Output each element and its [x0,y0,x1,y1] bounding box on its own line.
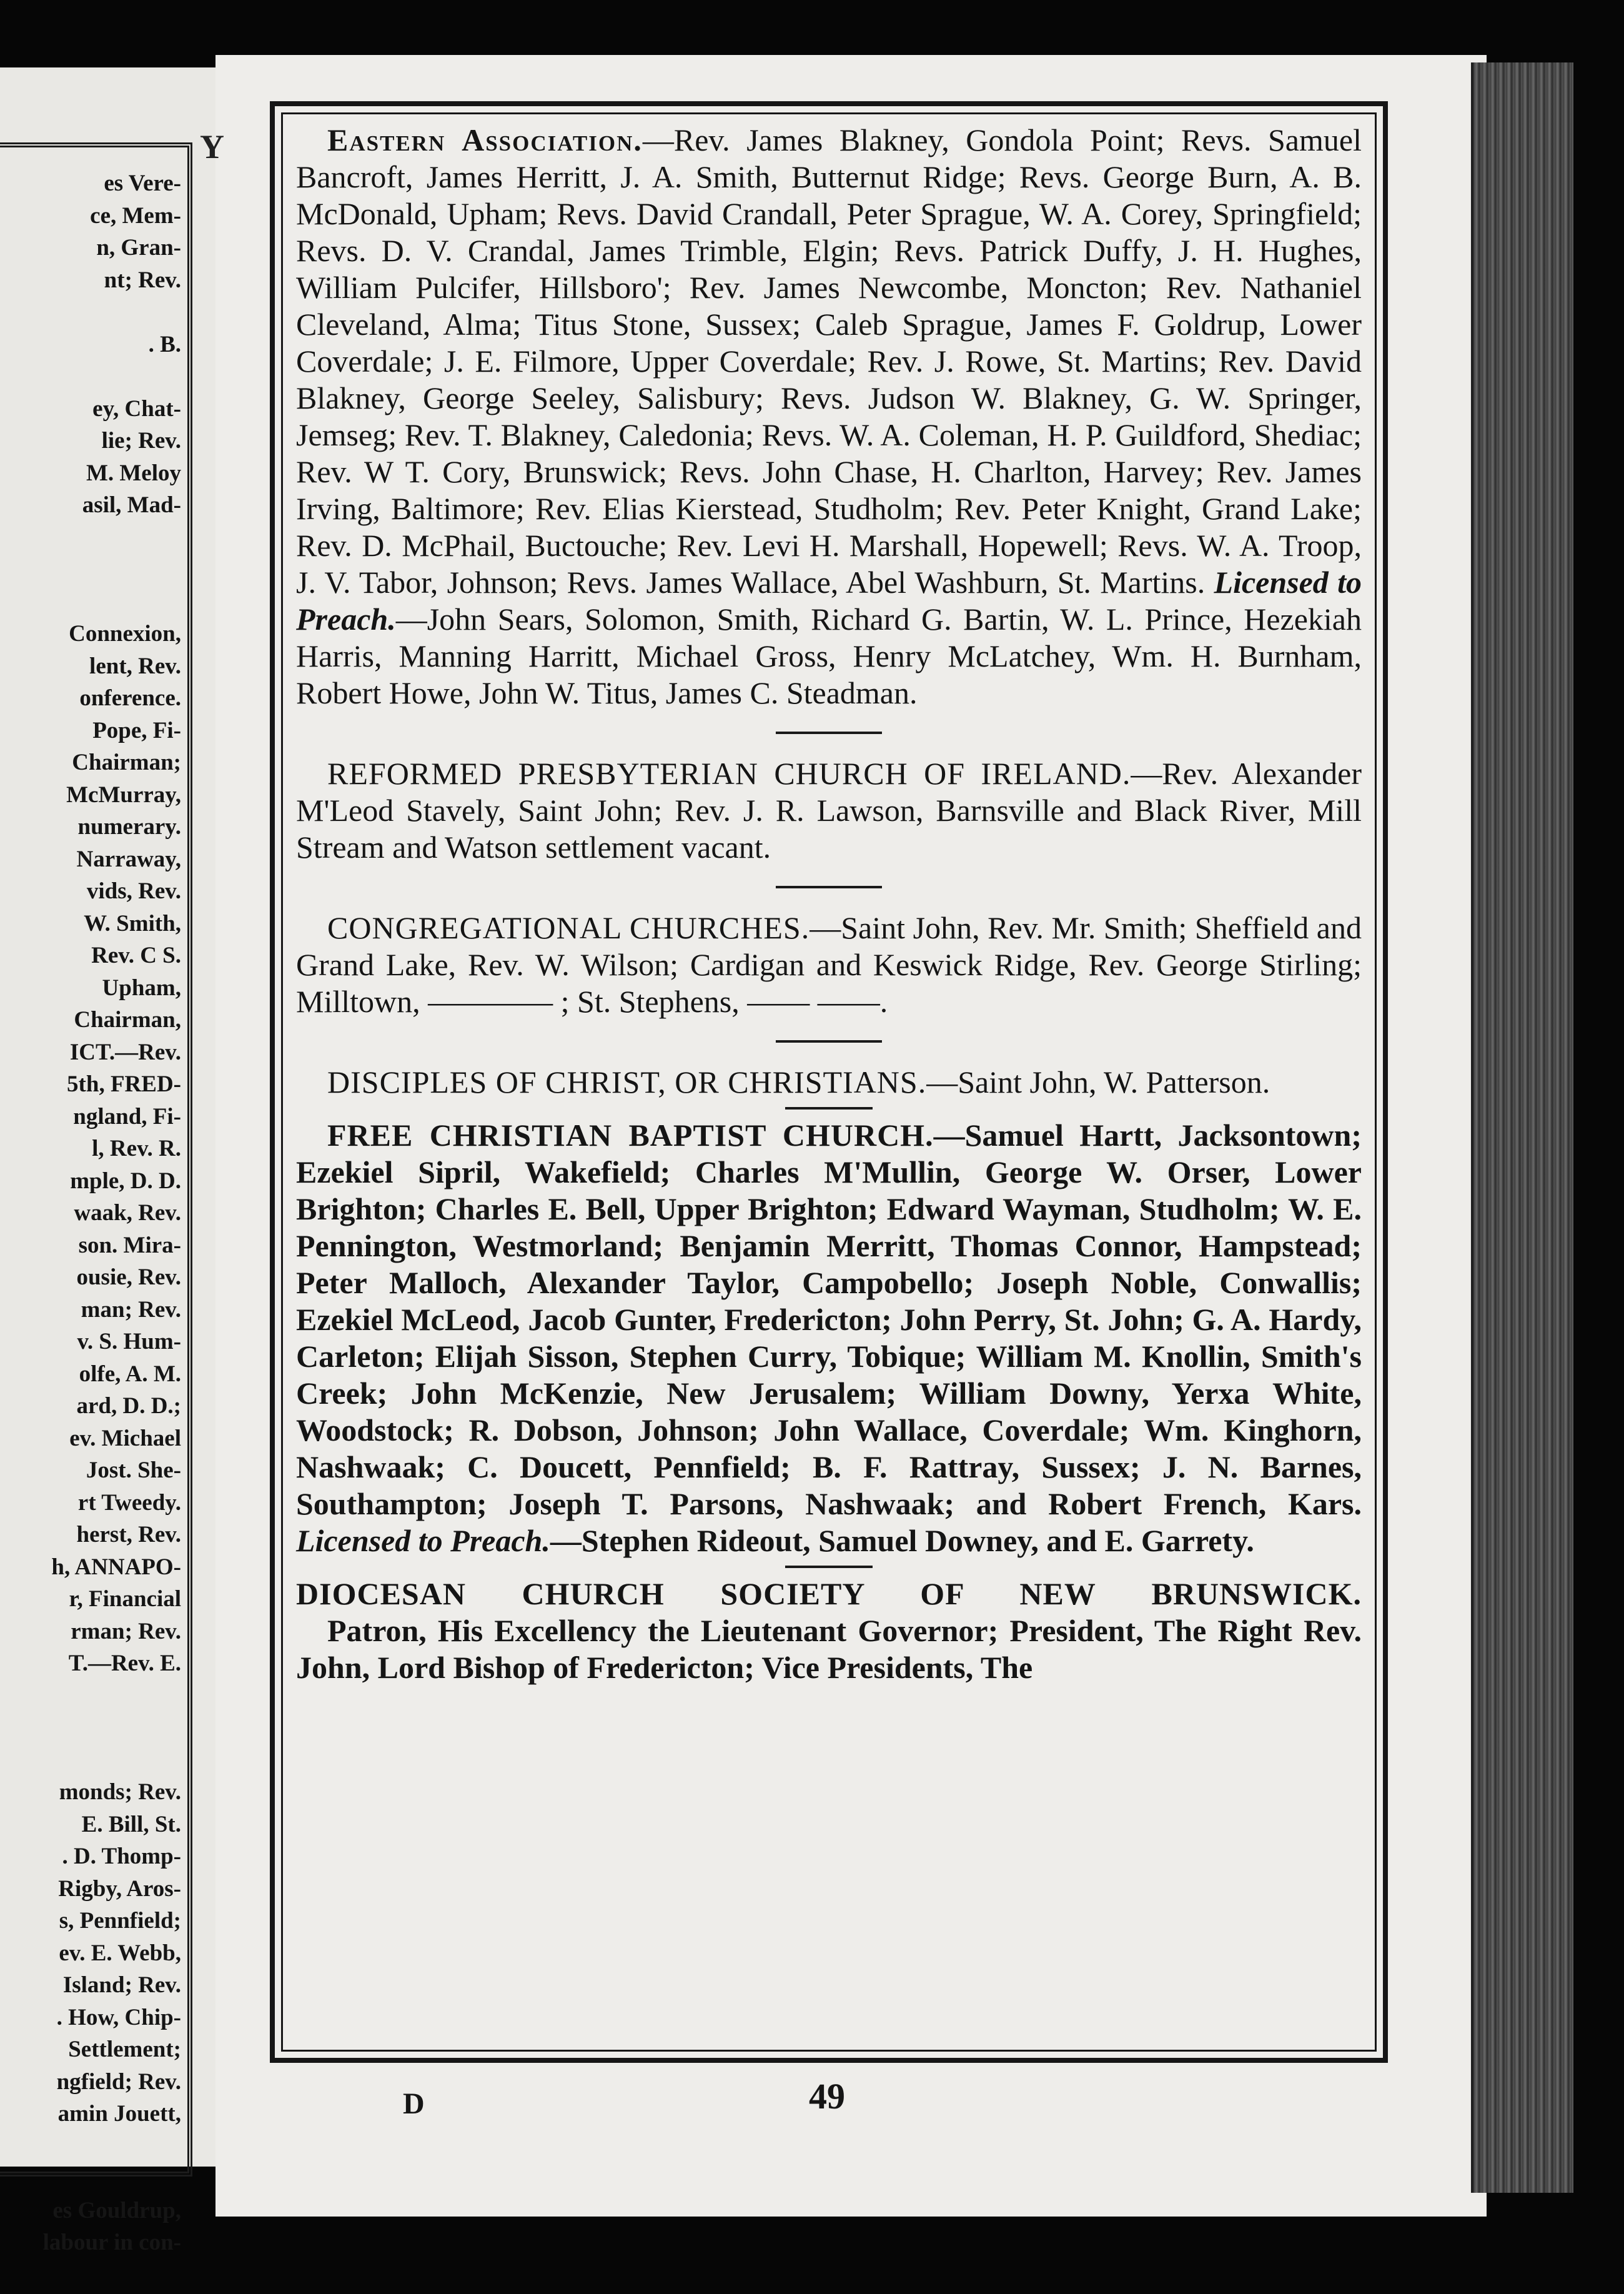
facing-page-line [0,1680,181,1712]
section-body: —Rev. Alexander M'Leod Stavely, Saint John; Rev. J. R. Lawson, Barnsville and Black River, Mill Stream and Watson settlement vacant. [296,756,1362,865]
divider-line [776,886,882,888]
facing-page-line: Chairman; [72,750,181,775]
section-divider [296,1559,1362,1576]
facing-page-line: ngfield; Rev. [56,2068,181,2095]
facing-page-line: ousie, Rev. [76,1264,181,1290]
facing-page-line: ce, Mem- [90,202,181,229]
paragraph [296,910,1362,1020]
facing-page-text [0,167,181,2259]
section-body: —Saint John, W. Patterson. [926,1065,1270,1100]
facing-page-line: waak, Rev. [74,1200,181,1226]
divider-line [776,732,882,734]
facing-page-line: olfe, A. M. [79,1361,181,1387]
section-heading: CONGREGATIONAL CHURCHES. [327,910,810,945]
divider-line [785,1107,873,1110]
facing-page-line: r, Financial [69,1586,181,1612]
facing-page-line: E. Bill, St. [81,1811,181,1837]
section-eastern-association [296,122,1362,712]
paragraph [296,1612,1362,1686]
facing-page [0,67,227,2255]
section-heading: DISCIPLES OF CHRIST, OR CHRISTIANS. [327,1065,927,1100]
facing-page-line: Chairman, [74,1007,181,1033]
facing-page-line: vids, Rev. [86,878,181,904]
facing-page-line: Connexion, [69,621,181,647]
page-content [296,122,1362,1686]
facing-page-line: McMurray, [66,782,181,808]
facing-page-line: s, Pennfield; [59,1908,181,1934]
facing-page-line: ngland, Fi- [73,1103,181,1130]
facing-page-line: herst, Rev. [76,1522,181,1547]
divider-line [785,1566,873,1568]
facing-page-line: Jost. She- [86,1457,181,1483]
facing-page-line: Pope, Fi- [92,717,181,743]
section-reformed-presbyterian [296,755,1362,866]
facing-page-line: ey, Chat- [92,395,181,422]
facing-page-line: ICT.—Rev. [69,1039,181,1065]
facing-page-line: Island; Rev. [62,1972,181,1998]
section-heading: FREE CHRISTIAN BAPTIST CHURCH. [327,1118,934,1153]
divider-line [776,1040,882,1043]
section-divider [296,712,1362,755]
facing-page-line: amin Jouett, [57,2101,181,2127]
book-page-edges [1471,62,1573,2193]
section-heading: REFORMED PRESBYTERIAN CHURCH OF IRELAND. [327,756,1131,791]
facing-page-line: Settlement; [68,2037,181,2062]
facing-page-line [0,1712,181,1744]
facing-page-line: Upham, [102,975,181,1001]
facing-page-line [0,1744,181,1777]
gutter-mark: Y [200,128,224,166]
licensed-label: Licensed to Preach. [296,565,1362,637]
signature-mark: D [403,2087,425,2120]
facing-page-line: es Gouldrup, [52,2197,181,2223]
licensed-body: —John Sears, Solomon, Smith, Richard G. Bartin, W. L. Prince, Hezekiah Harris, Manning Harritt, Michael Gross, Henry McLatchey, Wm. H. Burnham, Robert Howe, John W. Titus, James C. Steadman. [296,602,1362,710]
section-divider [296,866,1362,910]
section-body: —Saint John, Rev. Mr. Smith; Sheffield and Grand Lake, Rev. W. Wilson; Cardigan and Keswick Ridge, Rev. George Stirling; Milltown, ———— ; St. Stephens, —— ——. [296,910,1362,1019]
facing-page-line: es Vere- [104,171,181,196]
facing-page-line: Rev. C S. [91,943,181,968]
facing-page-line: 5th, FRED- [67,1071,181,1097]
paragraph [296,1117,1362,1559]
page-number: 49 [809,2076,845,2117]
section-body: Patron, His Excellency the Lieutenant Governor; President, The Right Rev. John, Lord Bishop of Fredericton; Vice Presidents, The [296,1613,1362,1685]
section-divider [296,1101,1362,1117]
facing-page-line: onference. [79,685,181,711]
facing-page-line: Narraway, [76,846,181,872]
facing-page-line: W. Smith, [84,910,181,936]
facing-page-line: . D. Thomp- [62,1844,181,1869]
facing-page-line: rt Tweedy. [77,1489,181,1516]
facing-page-line: mple, D. D. [70,1168,181,1194]
section-free-christian-baptist [296,1117,1362,1559]
section-diocesan-church-society [296,1576,1362,1686]
section-body: —Samuel Hartt, Jacksontown; Ezekiel Sipril, Wakefield; Charles M'Mullin, George W. Orser, Lower Brighton; Charles E. Bell, Upper Brighton; Edward Wayman, Studholm; W. E. Pennington, Westmorland; Benjamin Merritt, Thomas Connor, Hampstead; Peter Malloch, Alexander Taylor, Campobello; Joseph Noble, Conwallis; Ezekiel McLeod, Jacob Gunter, Fredericton; John Perry, St. John; G. A. Hardy, Carleton; Elijah Sisson, Stephen Curry, Tobique; William M. Knollin, Smith's Creek; John McKenzie, New Jerusalem; William Downy, Yerxa White, Woodstock; R. Dobson, Johnson; John Wallace, Coverdale; Wm. Kinghorn, Nashwaak; C. Doucett, Pennfield; B. F. Rattray, Sussex; J. N. Barnes, Southampton; Joseph T. Parsons, Nashwaak; and Robert French, Kars. [296,1118,1362,1521]
section-body: —Rev. James Blakney, Gondola Point; Revs. Samuel Bancroft, James Herritt, J. A. Smith, Butternut Ridge; Revs. George Burn, A. B. McDonald, Upham; Revs. David Crandall, Peter Sprague, W. A. Corey, Springfield; Revs. D. V. Crandal, James Trimble, Elgin; Revs. Patrick Duffy, J. H. Hughes, William Pulcifer, Hillsboro'; Rev. James Newcombe, Moncton; Rev. Nathaniel Cleveland, Alma; Titus Stone, Sussex; Caleb Sprague, James F. Goldrup, Lower Coverdale; J. E. Filmore, Upper Coverdale; Rev. J. Rowe, St. Martins; Rev. David Blakney, George Seeley, Salisbury; Revs. Judson W. Blakney, G. W. Springer, Jemseg; Rev. T. Blakney, Caledonia; Revs. W. A. Coleman, H. P. Guildford, Shediac; Rev. W T. Cory, Brunswick; Revs. John Chase, H. Charlton, Harvey; Rev. James Irving, Baltimore; Rev. Elias Kierstead, Studholm; Rev. Peter Knight, Grand Lake; Rev. D. McPhail, Buctouche; Rev. Levi H. Marshall, Hopewell; Revs. W. A. Troop, J. V. Tabor, Johnson; Revs. James Wallace, Abel Washburn, St. Martins. [296,122,1362,600]
facing-page-line: asil, Mad- [82,492,181,518]
paragraph [296,1064,1362,1101]
facing-page-line: ev. E. Webb, [59,1940,181,1966]
facing-page-line: l, Rev. R. [92,1136,181,1161]
section-heading: Eastern Association. [327,122,643,157]
facing-page-line: n, Gran- [96,235,181,261]
facing-page-line [0,554,181,586]
facing-page-line [0,2130,181,2163]
facing-page-line: lent, Rev. [89,653,181,679]
facing-page-line: rman; Rev. [71,1618,181,1644]
facing-page-line [0,296,181,329]
section-heading: DIOCESAN CHURCH SOCIETY OF NEW BRUNSWICK. [296,1576,1362,1611]
paragraph [296,755,1362,866]
facing-page-line: Rigby, Aros- [58,1875,181,1902]
facing-page-line: . B. [148,331,181,357]
facing-page-line: ard, D. D.; [76,1393,181,1419]
facing-page-line: monds; Rev. [59,1779,181,1805]
facing-page-line: labour in con- [42,2230,181,2255]
facing-page-line: lie; Rev. [101,428,181,454]
facing-page-line: . How, Chip- [56,2004,181,2030]
facing-page-line: T.—Rev. E. [68,1651,181,1676]
paragraph [296,122,1362,712]
section-heading-line [296,1576,1362,1612]
facing-page-line: v. S. Hum- [77,1329,181,1354]
facing-page-line: M. Meloy [86,460,181,486]
facing-page-line [0,360,181,393]
facing-page-line: man; Rev. [81,1296,181,1323]
section-disciples [296,1064,1362,1101]
licensed-body: —Stephen Rideout, Samuel Downey, and E. Garrety. [550,1523,1254,1558]
facing-page-line: ev. Michael [69,1425,181,1451]
section-divider [296,1020,1362,1064]
facing-page-line [0,2162,181,2195]
section-congregational [296,910,1362,1020]
facing-page-line: numerary. [77,814,181,840]
facing-page-line: nt; Rev. [104,267,181,293]
facing-page-line: h, ANNAPO- [51,1554,181,1580]
facing-page-line: son. Mira- [78,1232,181,1258]
facing-page-line [0,522,181,554]
licensed-label: Licensed to Preach. [296,1523,550,1558]
facing-page-line [0,586,181,618]
